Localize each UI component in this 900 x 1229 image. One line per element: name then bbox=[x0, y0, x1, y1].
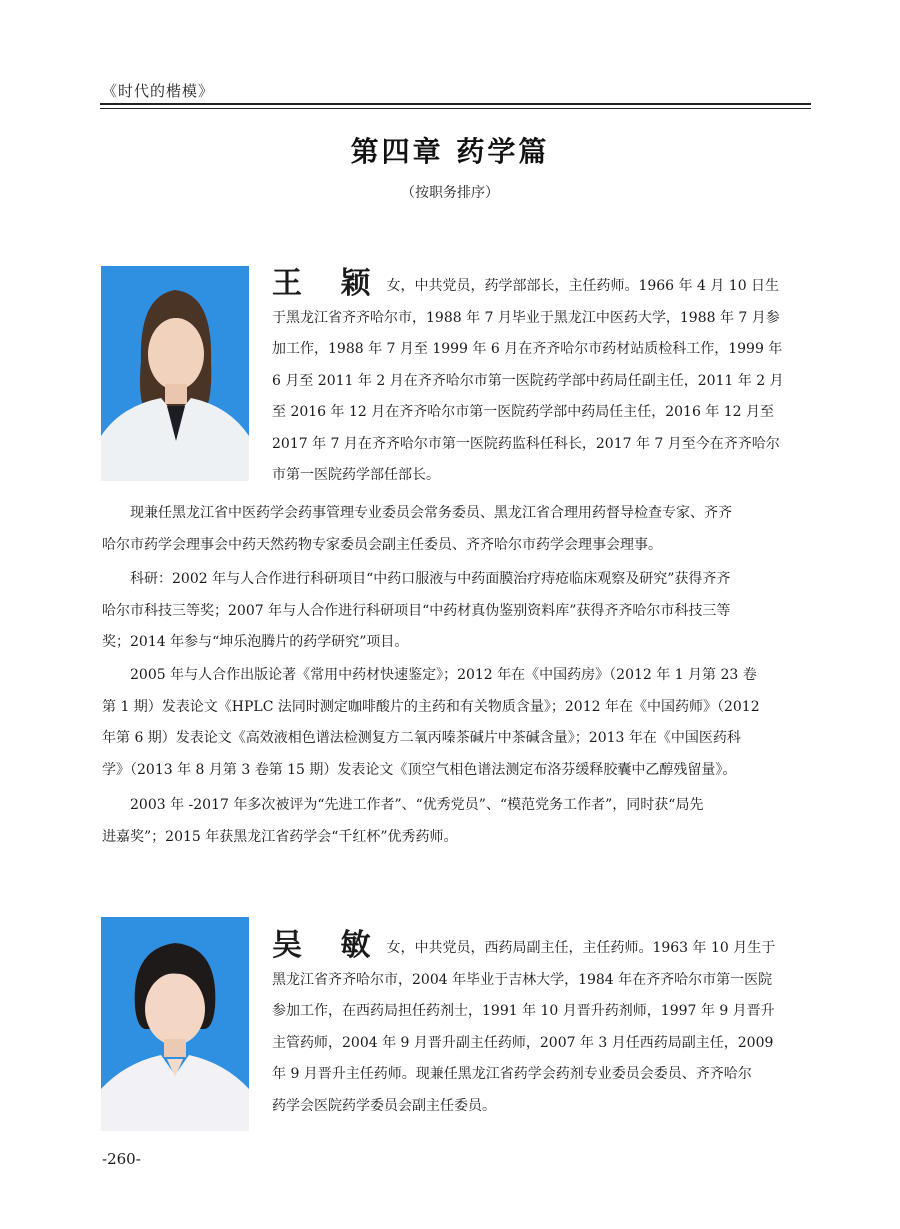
paragraph-line: 学》（2013 年 8 月第 3 卷第 15 期）发表论文《顶空气相色谱法测定布洛芬缓释胶囊中乙醇残留量》。 bbox=[102, 761, 737, 778]
paragraph-positions bbox=[102, 498, 812, 561]
portrait-photo-1 bbox=[101, 266, 249, 481]
bio-head-line bbox=[272, 930, 812, 965]
paragraph-line: 奖；2014 年参与“坤乐泡腾片的药学研究”项目。 bbox=[102, 634, 409, 650]
bio-head-line: 至 2016 年 12 月在齐齐哈尔市第一医院药学部中药局任主任，2016 年 12 月至 bbox=[272, 404, 775, 420]
paragraph-research bbox=[102, 564, 812, 659]
chapter-title: 第四章 药学篇 bbox=[350, 135, 550, 168]
bio-text: 女，中共党员，西药局副主任，主任药师。1963 年 10 月生于 bbox=[386, 940, 776, 956]
bio-head-line: 黑龙江省齐齐哈尔市，2004 年毕业于吉林大学，1984 年在齐齐哈尔市第一医院 bbox=[272, 971, 773, 988]
paragraph-line: 哈尔市科技三等奖；2007 年与人合作进行科研项目“中药材真伪鉴别资料库”获得齐齐哈尔市科技三等 bbox=[102, 602, 731, 619]
bio-head-line: 主管药师，2004 年 9 月晋升副主任药师，2007 年 3 月任西药局副主任，2009 bbox=[272, 1034, 774, 1051]
paragraph-line: 年第 6 期）发表论文《高效液相色谱法检测复方二氧丙嗪茶碱片中茶碱含量》；2013 年在《中国医药科 bbox=[102, 730, 741, 746]
header-rule-thick bbox=[100, 103, 811, 105]
bio-head-line: 年 9 月晋升主任药师。现兼任黑龙江省药学会药剂专业委员会委员、齐齐哈尔 bbox=[272, 1066, 752, 1082]
bio-head-line: 加工作，1988 年 7 月至 1999 年 6 月在齐齐哈尔市药材站质检科工作，1999 年 bbox=[272, 341, 783, 357]
paragraph-line: 进嘉奖”；2015 年获黑龙江省药学会“千红杯”优秀药师。 bbox=[102, 828, 458, 845]
paragraph-honors bbox=[102, 790, 812, 853]
running-header: 《时代的楷模》 bbox=[102, 82, 215, 100]
paragraph-line: 科研：2002 年与人合作进行科研项目“中药口服液与中药面膜治疗痔疮临床观察及研究”获得齐齐 bbox=[130, 571, 731, 587]
paragraph-line: 第 1 期）发表论文《HPLC 法同时测定咖啡酸片的主药和有关物质含量》；2012 年在《中国药师》（2012 bbox=[102, 698, 760, 715]
bio-head-line: 参加工作，在西药局担任药剂士，1991 年 10 月晋升药剂师，1997 年 9 月晋升 bbox=[272, 1003, 775, 1019]
paragraph-line: 2003 年 -2017 年多次被评为“先进工作者”、“优秀党员”、“模范党务工作者”，同时获“局先 bbox=[130, 797, 704, 813]
bio-head-line: 市第一医院药学部任部长。 bbox=[272, 467, 440, 483]
bio-head-line: 6 月至 2011 年 2 月在齐齐哈尔市第一医院药学部中药局任副主任，2011 年 2 月 bbox=[272, 372, 784, 389]
paragraph-line: 2005 年与人合作出版论著《常用中药材快速鉴定》；2012 年在《中国药房》（2012 年 1 月第 23 卷 bbox=[130, 667, 757, 683]
bio-head-2 bbox=[272, 930, 812, 1122]
header-rule-thin bbox=[100, 108, 811, 109]
paragraph-publications bbox=[102, 660, 812, 786]
bio-text: 女，中共党员，药学部部长，主任药师。1966 年 4 月 10 日生 bbox=[386, 278, 780, 294]
bio-head-line: 2017 年 7 月在齐齐哈尔市第一医院药监科任科长，2017 年 7 月至今在齐齐哈尔 bbox=[272, 435, 780, 452]
bio-head-1 bbox=[272, 268, 812, 492]
bio-head-line: 药学会医院药学委员会副主任委员。 bbox=[272, 1097, 496, 1114]
person-name: 吴 敏 bbox=[272, 928, 385, 963]
bio-head-line: 于黑龙江省齐齐哈尔市，1988 年 7 月毕业于黑龙江中医药大学，1988 年 7 月参 bbox=[272, 309, 780, 326]
portrait-photo-2 bbox=[101, 917, 249, 1131]
paragraph-line: 哈尔市药学会理事会中药天然药物专家委员会副主任委员、齐齐哈尔市药学会理事会理事。 bbox=[102, 536, 662, 553]
paragraph-line: 现兼任黑龙江省中医药学会药事管理专业委员会常务委员、黑龙江省合理用药督导检查专家、齐齐 bbox=[130, 505, 732, 521]
chapter-subtitle: （按职务排序） bbox=[401, 185, 499, 201]
bio-head-line bbox=[272, 268, 812, 303]
page-number: -260- bbox=[102, 1150, 141, 1168]
person-name: 王 颖 bbox=[272, 266, 385, 301]
